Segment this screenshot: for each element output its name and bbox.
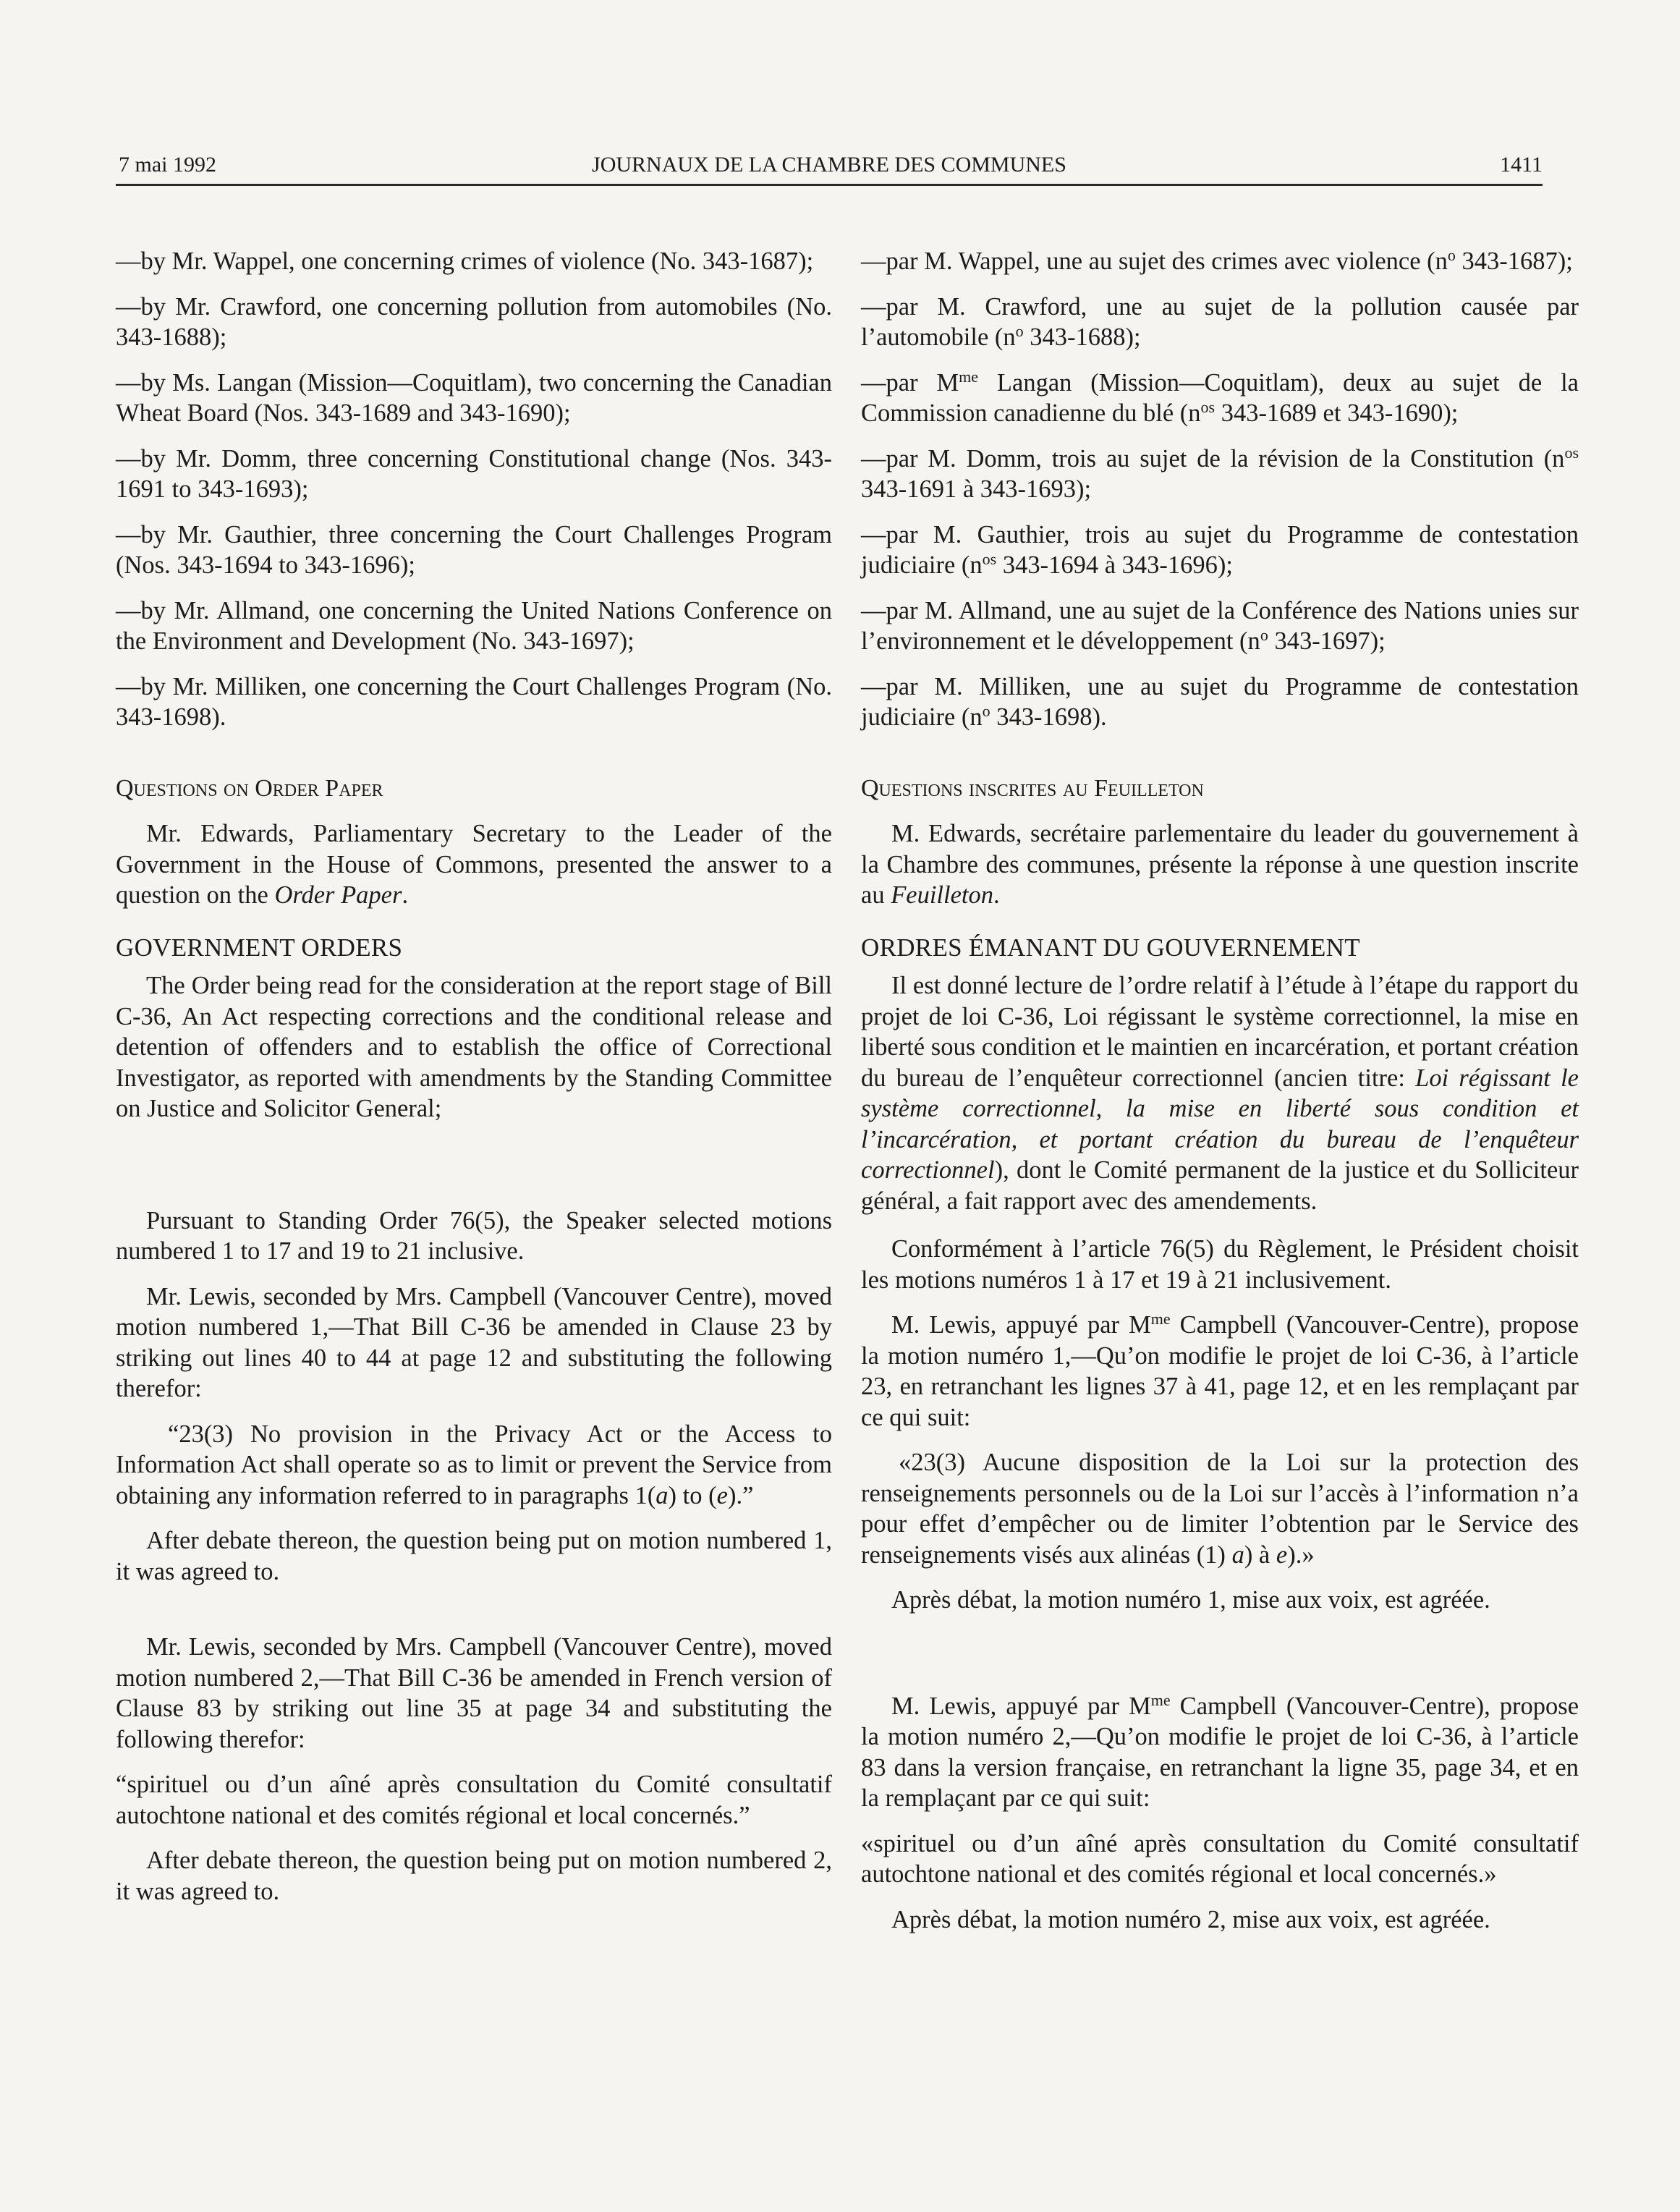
- questions-paragraph: M. Edwards, secrétaire parlementaire du leader du gouvernement à la Chambre des communes, présente la réponse à une question inscrite au Feuilleton.: [861, 820, 1579, 909]
- motion-2-result: After debate thereon, the question being put on motion numbered 2, it was agreed to.: [116, 1847, 832, 1905]
- questions-paragraph: Mr. Edwards, Parliamentary Secretary to the Leader of the Government in the House of Commons, presented the answer to a question on the Order Paper.: [116, 820, 832, 909]
- petition-item: —par M. Domm, trois au sujet de la révision de la Constitution ($n^{os}$ 343-1691 à 343-1693);: [861, 443, 1579, 503]
- french-column: [861, 246, 1579, 1949]
- motion-2-paragraph: M. Lewis, appuyé par $M^{me}$ Campbell (Vancouver-Centre), propose la motion numéro 2,—Qu’on modifie le projet de loi C-36, à l’article 83 dans la version française, en retranchant la ligne 35, page 34, et en la remplaçant par ce qui suit:: [861, 1690, 1579, 1812]
- order-read-paragraph: The Order being read for the consideration at the report stage of Bill C-36, An Act respecting corrections and the conditional release and detention of offenders and to establish the office of Correctional Investigator, as reported with amendments by the Standing Committee on Justice and Solicitor General;: [116, 972, 832, 1122]
- petition-item: —by Mr. Milliken, one concerning the Court Challenges Program (No. 343-1698).: [116, 672, 832, 731]
- petition-item: —by Mr. Allmand, one concerning the United Nations Conference on the Environment and Development (No. 343-1697);: [116, 596, 832, 655]
- page-header: [116, 151, 1543, 187]
- header-date: 7 mai 1992: [119, 153, 216, 177]
- motion-1-result: Après débat, la motion numéro 1, mise aux voix, est agréée.: [891, 1586, 1490, 1614]
- petition-item: —par M. Allmand, une au sujet de la Conférence des Nations unies sur l’environnement et le développement ($n^o$ 343-1697);: [861, 596, 1579, 655]
- motion-1-quote: «23(3) Aucune disposition de la Loi sur la protection des renseignements personnels ou de la Loi sur l’accès à l’information n’a pour effet d’empêcher ou de limiter l’obtention par le Service des renseignements visés aux alinéas (1) a) à e).»: [861, 1449, 1579, 1569]
- motion-1-quote: “23(3) No provision in the Privacy Act or the Access to Information Act shall operate so as to limit or prevent the Service from obtaining any information referred to in paragraphs 1(a) to (e).”: [116, 1420, 832, 1509]
- pursuant-paragraph: Pursuant to Standing Order 76(5), the Speaker selected motions numbered 1 to 17 and 19 to 21 inclusive.: [116, 1206, 832, 1265]
- petition-item: —par M. Gauthier, trois au sujet du Programme de contestation judiciaire ($n^{os}$ 343-1694 à 343-1696);: [861, 520, 1579, 579]
- petition-item: —by Mr. Domm, three concerning Constitutional change (Nos. 343-1691 to 343-1693);: [116, 444, 832, 503]
- header-rule: [116, 184, 1543, 186]
- motion-2-quote: “spirituel ou d’un aîné après consultation du Comité consultatif autochtone national et des comités régional et local concernés.”: [116, 1771, 832, 1829]
- questions-heading: Questions inscrites au Feuilleton: [861, 774, 1204, 802]
- orders-heading: ORDRES ÉMANANT DU GOUVERNEMENT: [861, 933, 1360, 962]
- header-title: JOURNAUX DE LA CHAMBRE DES COMMUNES: [592, 153, 1066, 177]
- pursuant-paragraph: Conformément à l’article 76(5) du Règlement, le Président choisit les motions numéros 1 à 17 et 19 à 21 inclusivement.: [861, 1235, 1579, 1294]
- order-read-paragraph: Il est donné lecture de l’ordre relatif à l’étude à l’étape du rapport du projet de loi C-36, Loi régissant le système correctionnel, la mise en liberté sous condition et le maintien en incarcération, et portant création du bureau de l’enquêteur correctionnel (ancien titre: Loi régissant le système correctionnel, la mise en liberté sous condition et l’incarcération, et portant création du bureau de l’enquêteur correctionnel), dont le Comité permanent de la justice et du Solliciteur général, a fait rapport avec des amendements.: [861, 972, 1579, 1215]
- english-column: [116, 246, 832, 1921]
- motion-1-paragraph: M. Lewis, appuyé par $M^{me}$ Campbell (Vancouver-Centre), propose la motion numéro 1,—Qu’on modifie le projet de loi C-36, à l’article 23, en retranchant les lignes 37 à 41, page 12, et en les remplaçant par ce qui suit:: [861, 1310, 1579, 1431]
- petition-item: —by Ms. Langan (Mission—Coquitlam), two concerning the Canadian Wheat Board (Nos. 343-1689 and 343-1690);: [116, 368, 832, 427]
- questions-heading: Questions on Order Paper: [116, 774, 383, 802]
- motion-1-result: After debate thereon, the question being put on motion numbered 1, it was agreed to.: [116, 1527, 832, 1585]
- petition-item: —par M. Milliken, une au sujet du Programme de contestation judiciaire ($n^o$ 343-1698).: [861, 672, 1579, 731]
- petition-item: —by Mr. Wappel, one concerning crimes of violence (No. 343-1687);: [116, 247, 814, 275]
- orders-heading: GOVERNMENT ORDERS: [116, 933, 403, 962]
- page-number: 1411: [1500, 153, 1543, 177]
- petition-item: —by Mr. Crawford, one concerning pollution from automobiles (No. 343-1688);: [116, 292, 832, 351]
- motion-1-paragraph: Mr. Lewis, seconded by Mrs. Campbell (Vancouver Centre), moved motion numbered 1,—That Bill C-36 be amended in Clause 23 by striking out lines 40 to 44 at page 12 and substituting the following therefor:: [116, 1282, 832, 1402]
- motion-2-quote: «spirituel ou d’un aîné après consultation du Comité consultatif autochtone national et des comités régional et local concernés.»: [861, 1829, 1579, 1888]
- petition-item: —par M. Wappel, une au sujet des crimes avec violence ($n^o$ 343-1687);: [861, 246, 1573, 275]
- petition-item: —par M. Crawford, une au sujet de la pollution causée par l’automobile ($n^o$ 343-1688);: [861, 292, 1579, 351]
- petition-item: —by Mr. Gauthier, three concerning the Court Challenges Program (Nos. 343-1694 to 343-1696);: [116, 520, 832, 579]
- motion-2-paragraph: Mr. Lewis, seconded by Mrs. Campbell (Vancouver Centre), moved motion numbered 2,—That Bill C-36 be amended in French version of Clause 83 by striking out line 35 at page 34 and substituting the following therefor:: [116, 1633, 832, 1753]
- petition-item: —par $M^{me}$ Langan (Mission—Coquitlam), deux au sujet de la Commission canadienne du blé ($n^{os}$ 343-1689 et 343-1690);: [861, 367, 1579, 427]
- motion-2-result: Après débat, la motion numéro 2, mise aux voix, est agréée.: [891, 1905, 1490, 1933]
